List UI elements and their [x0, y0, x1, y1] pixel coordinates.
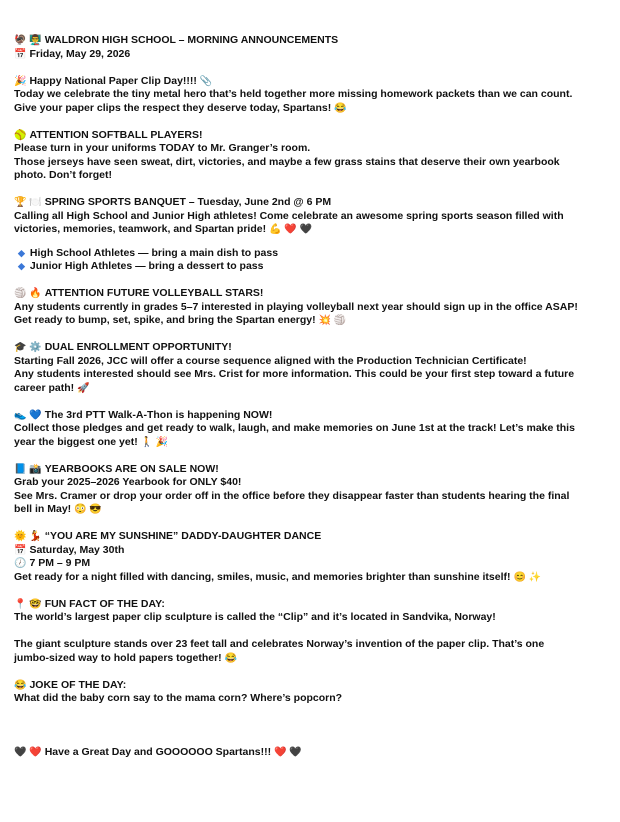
dual-line-1: Starting Fall 2026, JCC will offer a course sequence aligned with the Production Technician Certificate! — [14, 354, 527, 367]
fact-line-3-text: jumbo-sized way to hold papers together! — [14, 651, 222, 664]
rocket-icon: 🚀 — [77, 382, 90, 394]
laughing-icon: 😂 — [224, 652, 238, 664]
volleyball-line-1: Any students currently in grades 5–7 interested in playing volleyball next year should sign up in the office ASAP! — [14, 300, 578, 313]
banquet-line-1: Calling all High School and Junior High athletes! Come celebrate an awesome spring sports season filled with — [14, 209, 564, 222]
yearbook-line-3-text: bell in May! — [14, 503, 72, 515]
calendar-icon: 📅 — [14, 48, 27, 60]
blue-diamond-icon: ◆ — [18, 261, 25, 271]
joke-line-1: What did the baby corn say to the mama corn? Where’s popcorn? — [14, 692, 343, 704]
softball-line-2: Those jerseys have seen sweat, dirt, victories, and maybe a few grass stains that deserve their own yearbook — [14, 155, 560, 168]
fact-line-3 — [14, 652, 610, 666]
paperclip-heading — [14, 75, 610, 89]
volleyball-heading — [14, 287, 610, 301]
fact-heading-text: FUN FACT OF THE DAY: — [44, 597, 165, 610]
book-camera-icon: 📘 📸 — [14, 463, 42, 475]
paperclip-line-1: Today we celebrate the tiny metal hero that’s held together more missing homework packets than we can count. — [14, 88, 573, 100]
yearbook-line-3 — [14, 503, 610, 517]
dance-date: Saturday, May 30th — [29, 543, 125, 556]
flushed-sunglasses-icon: 😳 😎 — [74, 504, 102, 515]
pin-nerd-icon: 📍 🤓 — [14, 598, 42, 610]
volleyball-line-2-text: Get ready to bump, set, spike, and bring the Spartan energy! — [14, 314, 316, 326]
volleyball-line-2 — [14, 314, 610, 328]
calendar-icon: 📅 — [14, 544, 27, 556]
walker-party-icon: 🚶 🎉 — [140, 436, 169, 448]
party-popper-icon: 🎉 — [14, 75, 27, 87]
closing-line — [14, 746, 610, 760]
banquet-heading — [14, 196, 610, 210]
dance-line-1 — [14, 571, 610, 585]
dance-date-line — [14, 544, 610, 558]
joke-heading — [14, 679, 610, 693]
dual-heading — [14, 341, 610, 355]
fact-heading — [14, 598, 610, 612]
laughing-icon: 😂 — [14, 679, 27, 691]
softball-line-1: Please turn in your uniforms TODAY to Mr. Granger’s room. — [14, 142, 311, 154]
yearbook-heading — [14, 463, 610, 477]
yearbook-line-1: Grab your 2025–2026 Yearbook for ONLY $40! — [14, 476, 242, 488]
turkey-teacher-icon: 🦃 👨‍🏫 — [14, 35, 42, 46]
paperclip-line-2-text: Give your paper clips the respect they deserve today, Spartans! — [14, 101, 332, 114]
sun-dancer-icon: 🌞 💃 — [14, 531, 42, 542]
list-item — [14, 260, 610, 274]
burst-volleyball-icon: 💥 🏐 — [318, 315, 347, 326]
fact-line-2: The giant sculpture stands over 23 feet tall and celebrates Norway’s invention of the paper clip. That’s one — [14, 638, 545, 650]
blue-diamond-icon: ◆ — [18, 247, 25, 258]
shoe-heart-icon: 👟 💙 — [14, 409, 42, 421]
walk-line-2 — [14, 436, 610, 450]
yearbook-heading-text: YEARBOOKS ARE ON SALE NOW! — [44, 462, 219, 475]
banquet-line-2 — [14, 223, 610, 237]
closing-text: Have a Great Day and GOOOOOO Spartans!!! — [44, 746, 272, 758]
dance-time: 7 PM – 9 PM — [29, 557, 91, 569]
trophy-plate-icon: 🏆 🍽️ — [14, 197, 42, 208]
list-item — [14, 247, 610, 261]
list-item-text: High School Athletes — bring a main dish to pass — [29, 246, 279, 259]
smile-sparkle-icon: 😊 ✨ — [513, 571, 542, 583]
fact-line-1: The world’s largest paper clip sculpture is called the “Clip” and it’s located in Sandvika, Norway! — [14, 611, 496, 623]
hearts-icon: 🖤 ❤️ — [14, 747, 42, 758]
page-title: WALDRON HIGH SCHOOL – MORNING ANNOUNCEMENTS — [44, 34, 339, 46]
dual-heading-text: DUAL ENROLLMENT OPPORTUNITY! — [44, 341, 232, 353]
announcements-page — [14, 34, 610, 760]
softball-heading-text: ATTENTION SOFTBALL PLAYERS! — [29, 128, 203, 141]
hearts-icon: ❤️ 🖤 — [274, 747, 302, 758]
dual-line-3-text: career path! — [14, 381, 75, 394]
banquet-heading-text: SPRING SPORTS BANQUET – Tuesday, June 2nd @ 6 PM — [44, 196, 332, 208]
softball-heading — [14, 129, 610, 143]
clock-icon: 🕖 — [14, 558, 27, 569]
banquet-line-2-text: victories, memories, teamwork, and Spartan pride! — [14, 223, 267, 235]
walk-line-1: Collect those pledges and get ready to walk, laugh, and make memories on June 1st at the track! Let’s make this — [14, 422, 575, 434]
walk-line-2-text: year the biggest one yet! — [14, 435, 138, 448]
dance-heading-text: “YOU ARE MY SUNSHINE” DADDY-DAUGHTER DANCE — [44, 530, 322, 542]
volleyball-fire-icon: 🏐 🔥 — [14, 288, 42, 299]
yearbook-line-2: See Mrs. Cramer or drop your order off in the office before they disappear faster than students hearing the final — [14, 489, 570, 502]
paperclip-icon: 📎 — [199, 75, 213, 87]
volleyball-heading-text: ATTENTION FUTURE VOLLEYBALL STARS! — [44, 287, 264, 299]
walk-heading — [14, 409, 610, 423]
dance-line-1-text: Get ready for a night filled with dancing, smiles, music, and memories brighter than sunshine itself! — [14, 570, 511, 583]
muscle-heart-icon: 💪 ❤️ 🖤 — [269, 224, 312, 235]
laughing-icon: 😂 — [334, 102, 347, 114]
joke-heading-text: JOKE OF THE DAY: — [29, 678, 127, 691]
page-date: Friday, May 29, 2026 — [29, 47, 131, 60]
softball-icon: 🥎 — [14, 129, 27, 141]
dance-time-line — [14, 557, 610, 571]
walk-heading-text: The 3rd PTT Walk-A-Thon is happening NOW! — [44, 408, 273, 421]
date-line — [14, 48, 610, 62]
title-line — [14, 34, 610, 48]
paperclip-line-2 — [14, 102, 610, 116]
dual-line-3 — [14, 382, 610, 396]
dance-heading — [14, 530, 610, 544]
list-item-text: Junior High Athletes — bring a dessert to pass — [29, 260, 264, 272]
softball-line-3: photo. Don’t forget! — [14, 169, 112, 181]
dual-line-2: Any students interested should see Mrs. Crist for more information. This could be your first step toward a future — [14, 368, 575, 380]
graduation-gear-icon: 🎓 ⚙️ — [14, 342, 42, 353]
paperclip-heading-text: Happy National Paper Clip Day!!!! — [29, 74, 197, 87]
